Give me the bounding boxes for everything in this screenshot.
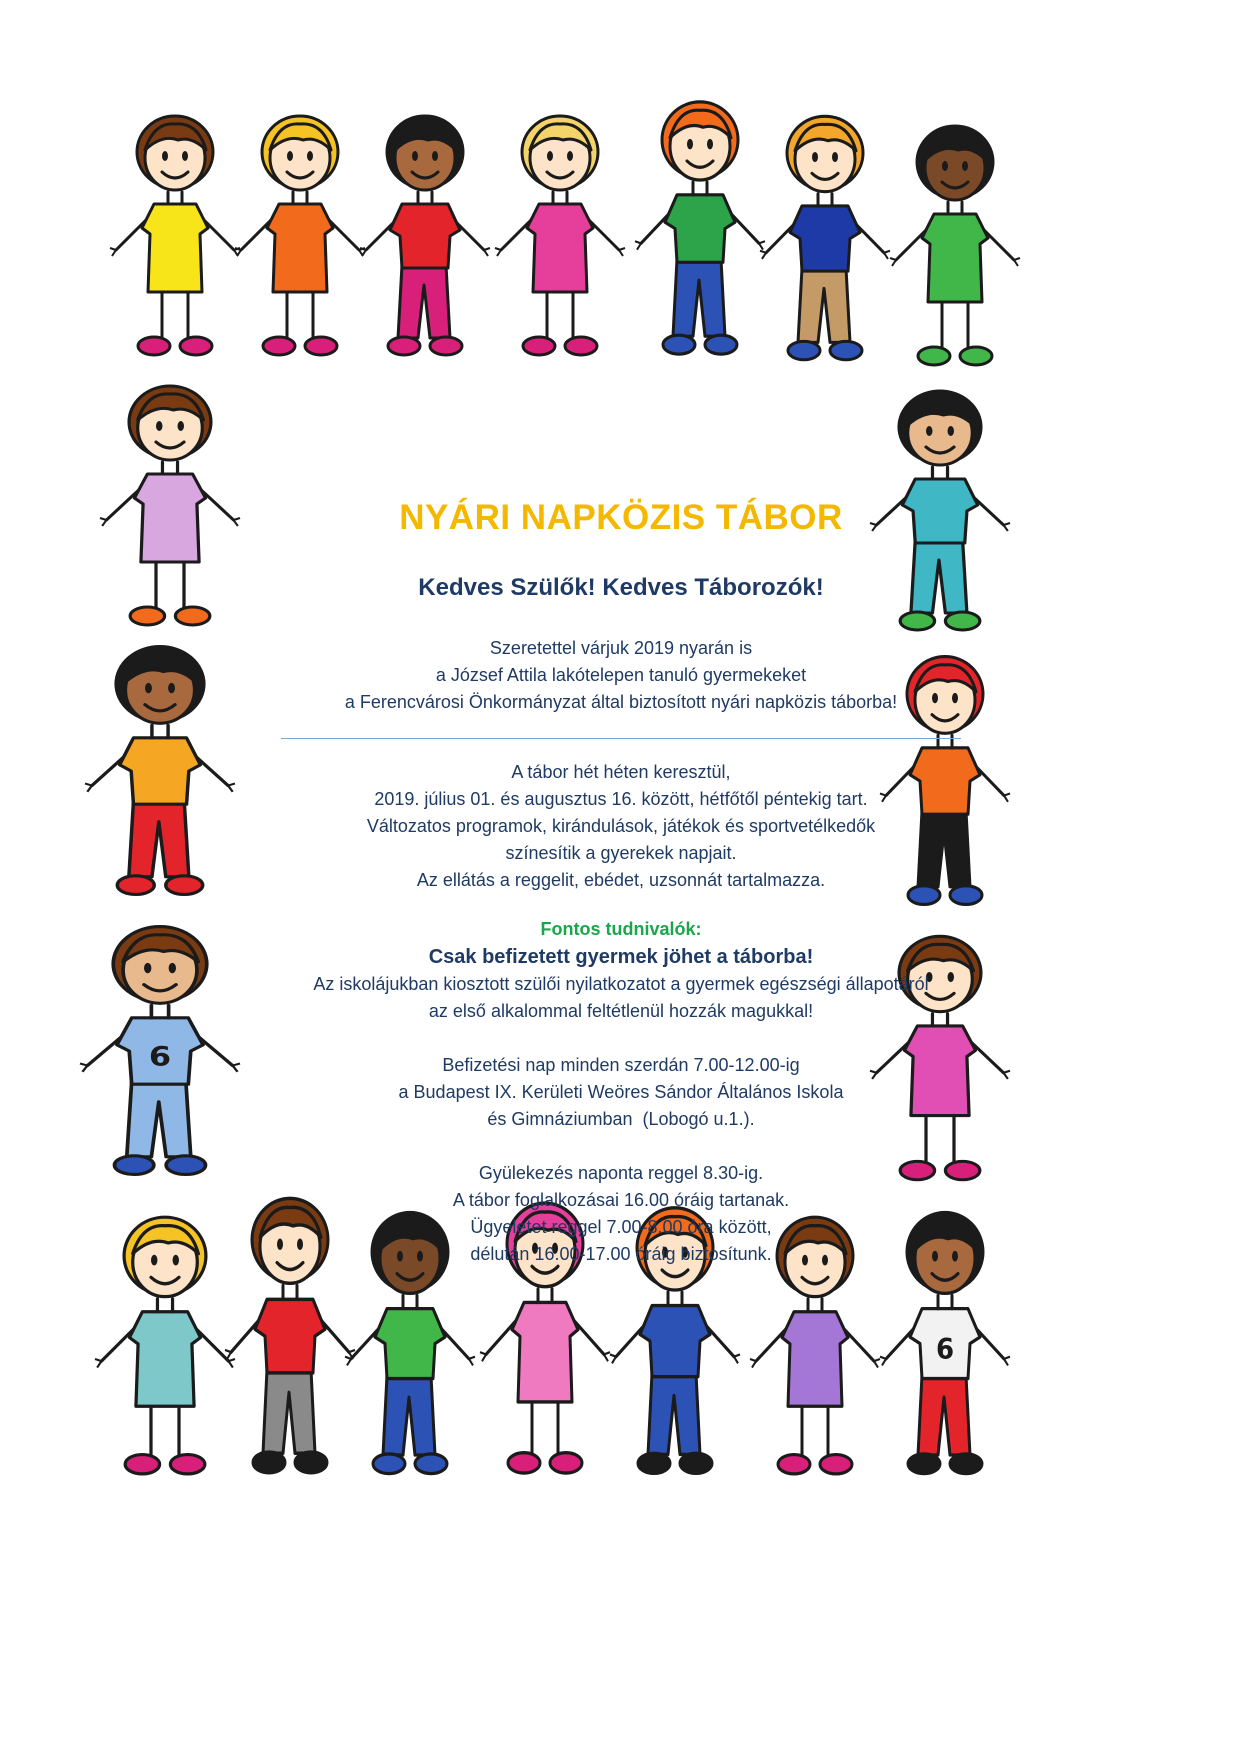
hours-line: délután 16.00-17.00 óráig biztosítunk. xyxy=(470,1244,772,1264)
intro-line: a József Attila lakótelepen tanuló gyermekeket xyxy=(435,665,807,685)
girl-curly-orange-shirt-icon xyxy=(235,100,365,370)
boy-orange-cap-icon xyxy=(635,85,765,370)
boy-orange-cap-icon xyxy=(635,85,765,370)
section-divider xyxy=(281,738,961,739)
important-bold-line: Csak befizetett gyermek jöhet a táborba! xyxy=(428,946,814,968)
girl-green-shirt-icon xyxy=(890,110,1020,380)
greeting-subtitle: Kedves Szülők! Kedves Táborozók! xyxy=(418,574,824,601)
schedule-line: Változatos programok, kirándulások, játékok és sportvetélkedők xyxy=(366,816,876,836)
svg-text:6: 6 xyxy=(935,1333,955,1367)
girl-curly-star-icon xyxy=(95,1200,235,1490)
intro-paragraph xyxy=(260,635,982,716)
girl-polka-dot-icon xyxy=(85,630,235,910)
schedule-line: színesítik a gyerekek napjait. xyxy=(505,843,737,863)
boy-number-six-icon xyxy=(80,910,240,1190)
hours-line: Gyülekezés naponta reggel 8.30-ig. xyxy=(478,1163,764,1183)
girl-pink-coat-icon xyxy=(495,100,625,370)
girl-lilac-coat-icon xyxy=(100,370,240,640)
girl-striped-shirt-icon xyxy=(360,100,490,370)
intro-line: a Ferencvárosi Önkormányzat által biztosított nyári napközis táborba! xyxy=(344,692,898,712)
boy-blue-shirt-icon xyxy=(760,100,890,375)
flyer-content xyxy=(260,498,982,1268)
girl-curly-star-icon xyxy=(95,1200,235,1490)
payment-line: és Gimnáziumban (Lobogó u.1.). xyxy=(487,1109,755,1129)
girl-yellow-dress-icon xyxy=(110,100,240,370)
boy-blue-shirt-icon xyxy=(760,100,890,375)
intro-line: Szeretettel várjuk 2019 nyarán is xyxy=(489,638,753,658)
svg-text:6: 6 xyxy=(148,1040,172,1072)
payment-paragraph xyxy=(260,1052,982,1133)
important-heading: Fontos tudnivalók: xyxy=(540,919,702,939)
important-line: az első alkalommal feltétlenül hozzák magukkal! xyxy=(428,1001,814,1021)
girl-pink-coat-icon xyxy=(495,100,625,370)
schedule-line: 2019. július 01. és augusztus 16. között, hétfőtől péntekig tart. xyxy=(374,789,868,809)
girl-curly-orange-shirt-icon xyxy=(235,100,365,370)
important-line: Az iskolájukban kiosztott szülői nyilatkozatot a gyermek egészségi állapotáról xyxy=(313,974,929,994)
hours-paragraph xyxy=(260,1160,982,1268)
girl-striped-shirt-icon xyxy=(360,100,490,370)
boy-number-six-icon xyxy=(80,910,240,1190)
page-title: NYÁRI NAPKÖZIS TÁBOR xyxy=(399,498,843,537)
hours-line: A tábor foglalkozásai 16.00 óráig tartanak. xyxy=(452,1190,790,1210)
important-paragraph xyxy=(260,971,982,1025)
hours-line: Ügyeletet reggel 7.00-8.00 óra között, xyxy=(470,1217,772,1237)
payment-line: Befizetési nap minden szerdán 7.00-12.00-ig xyxy=(442,1055,800,1075)
schedule-line: A tábor hét héten keresztül, xyxy=(511,762,731,782)
girl-green-shirt-icon xyxy=(890,110,1020,380)
girl-yellow-dress-icon xyxy=(110,100,240,370)
payment-line: a Budapest IX. Kerületi Weöres Sándor Általános Iskola xyxy=(398,1082,844,1102)
girl-lilac-coat-icon xyxy=(100,370,240,640)
schedule-paragraph xyxy=(260,759,982,894)
girl-polka-dot-icon xyxy=(85,630,235,910)
schedule-line: Az ellátás a reggelit, ebédet, uzsonnát tartalmazza. xyxy=(416,870,826,890)
